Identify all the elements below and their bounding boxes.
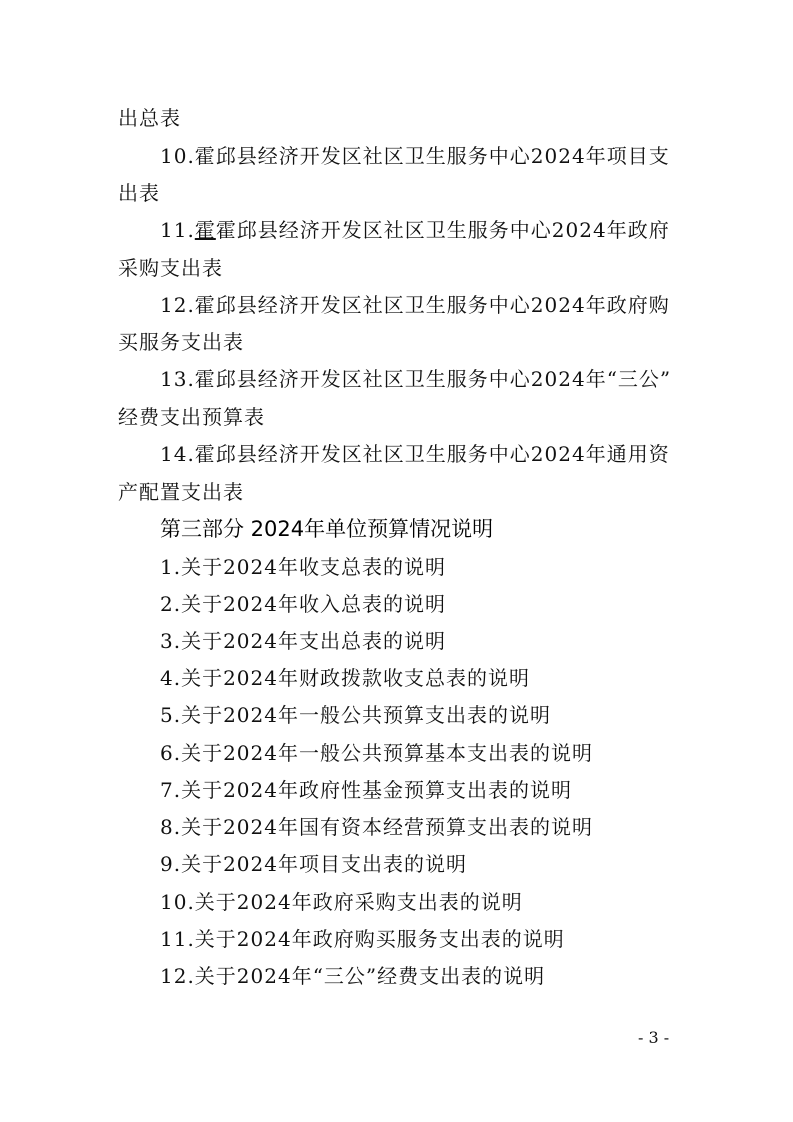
section-heading: 第三部分 2024年单位预算情况说明 bbox=[160, 517, 494, 541]
toc-line: 采购支出表 bbox=[118, 256, 223, 280]
toc-line: 6.关于2024年一般公共预算基本支出表的说明 bbox=[160, 741, 593, 765]
toc-line: 7.关于2024年政府性基金预算支出表的说明 bbox=[160, 778, 572, 802]
toc-line: 1.关于2024年收支总表的说明 bbox=[160, 555, 446, 579]
toc-line: 12.关于2024年“三公”经费支出表的说明 bbox=[160, 964, 546, 988]
toc-line: 经费支出预算表 bbox=[118, 405, 265, 429]
toc-line: 买服务支出表 bbox=[118, 330, 244, 354]
toc-line: 11.关于2024年政府购买服务支出表的说明 bbox=[160, 927, 565, 951]
toc-line: 2.关于2024年收入总表的说明 bbox=[160, 592, 446, 616]
toc-line-rest: 霍邱县经济开发区社区卫生服务中心2024年政府 bbox=[215, 218, 670, 242]
toc-line: 出总表 bbox=[118, 106, 181, 130]
toc-line: 3.关于2024年支出总表的说明 bbox=[160, 629, 446, 653]
toc-line: 10.关于2024年政府采购支出表的说明 bbox=[160, 890, 523, 914]
toc-line: 10.霍邱县经济开发区社区卫生服务中心2024年项目支 bbox=[160, 144, 670, 168]
toc-line: 8.关于2024年国有资本经营预算支出表的说明 bbox=[160, 815, 593, 839]
toc-line: 14.霍邱县经济开发区社区卫生服务中心2024年通用资 bbox=[160, 442, 670, 466]
underlined-char: 霍 bbox=[194, 218, 216, 242]
toc-line: 产配置支出表 bbox=[118, 480, 244, 504]
toc-line: 出表 bbox=[118, 181, 160, 205]
toc-line: 12.霍邱县经济开发区社区卫生服务中心2024年政府购 bbox=[160, 293, 670, 317]
toc-line-prefix: 11. bbox=[160, 218, 195, 242]
toc-line: 13.霍邱县经济开发区社区卫生服务中心2024年“三公” bbox=[160, 367, 672, 391]
toc-line bbox=[160, 218, 670, 242]
toc-line: 5.关于2024年一般公共预算支出表的说明 bbox=[160, 703, 551, 727]
toc-line: 4.关于2024年财政拨款收支总表的说明 bbox=[160, 666, 530, 690]
toc-line: 9.关于2024年项目支出表的说明 bbox=[160, 852, 467, 876]
page-number: - 3 - bbox=[638, 1028, 670, 1047]
